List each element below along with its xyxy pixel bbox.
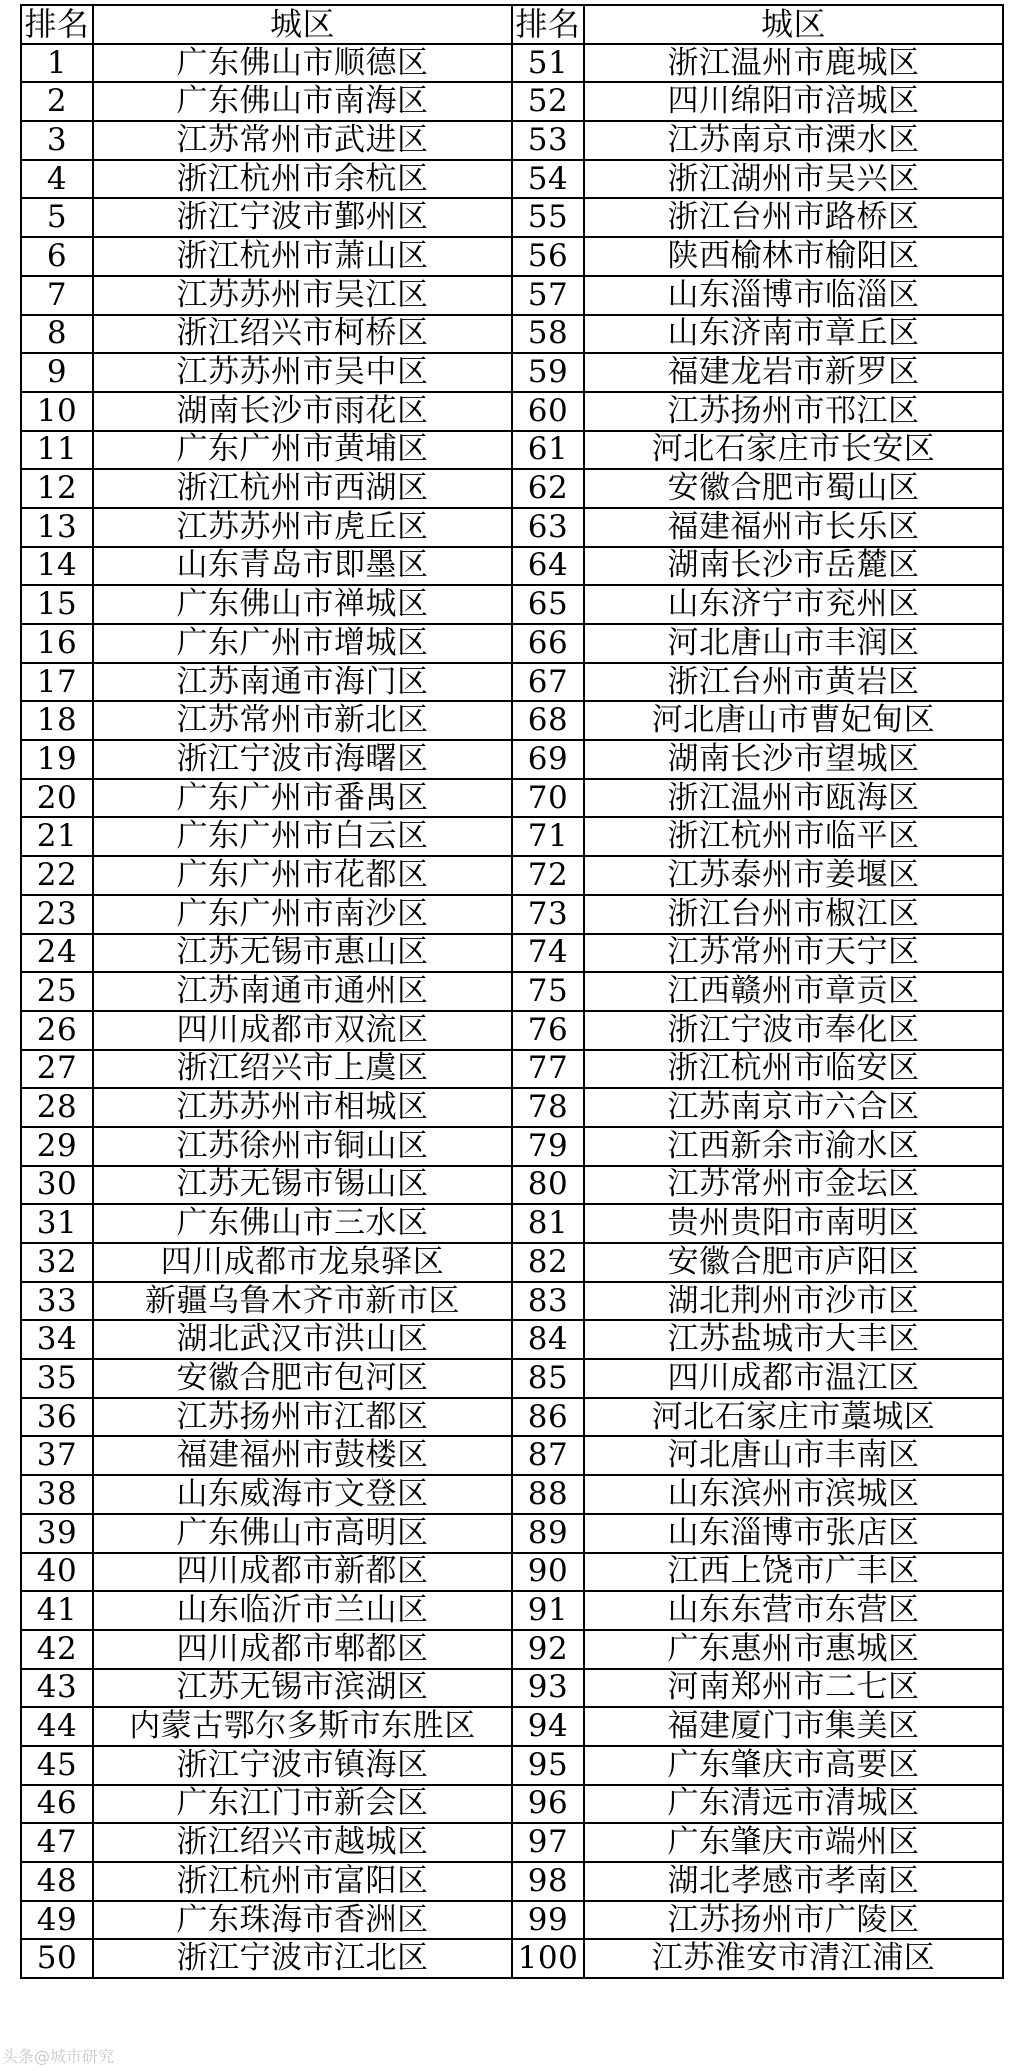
rank-right-cell: 79 [512,1127,584,1166]
district-right-cell: 浙江温州市瓯海区 [584,779,1003,818]
district-right-cell: 江苏南京市溧水区 [584,121,1003,160]
district-left-cell: 江苏南通市海门区 [93,663,512,702]
table-row [21,1823,1003,1862]
rank-right-cell: 95 [512,1746,584,1785]
rank-left-cell: 21 [21,817,93,856]
table-row [21,1282,1003,1321]
rank-right-cell: 76 [512,1011,584,1050]
district-right-cell: 浙江台州市椒江区 [584,895,1003,934]
district-right-cell: 浙江温州市鹿城区 [584,44,1003,83]
district-left-cell: 江苏无锡市锡山区 [93,1166,512,1205]
table-row [21,701,1003,740]
table-row [21,1127,1003,1166]
district-right-cell: 山东淄博市临淄区 [584,276,1003,315]
rank-right-cell: 87 [512,1436,584,1475]
district-left-cell: 湖北武汉市洪山区 [93,1320,512,1359]
district-left-cell: 广东广州市黄埔区 [93,431,512,470]
table-row [21,276,1003,315]
rank-right-cell: 85 [512,1359,584,1398]
rank-left-cell: 37 [21,1436,93,1475]
district-right-cell: 河南郑州市二七区 [584,1669,1003,1708]
district-left-cell: 广东佛山市南海区 [93,82,512,121]
district-right-cell: 江西上饶市广丰区 [584,1553,1003,1592]
rank-left-cell: 5 [21,198,93,237]
table-row [21,585,1003,624]
district-left-cell: 广东江门市新会区 [93,1785,512,1824]
rank-left-cell: 33 [21,1282,93,1321]
district-right-cell: 河北石家庄市长安区 [584,431,1003,470]
rank-left-cell: 38 [21,1475,93,1514]
rank-left-cell: 13 [21,508,93,547]
rank-right-cell: 55 [512,198,584,237]
district-left-cell: 浙江绍兴市越城区 [93,1823,512,1862]
district-left-cell: 山东威海市文登区 [93,1475,512,1514]
district-left-cell: 浙江杭州市富阳区 [93,1862,512,1901]
district-left-cell: 江苏扬州市江都区 [93,1398,512,1437]
rank-left-cell: 41 [21,1591,93,1630]
rank-left-cell: 3 [21,121,93,160]
table-row [21,663,1003,702]
district-left-cell: 广东佛山市高明区 [93,1514,512,1553]
rank-left-cell: 29 [21,1127,93,1166]
table-row [21,779,1003,818]
table-row [21,160,1003,199]
rank-left-cell: 49 [21,1901,93,1940]
rank-left-cell: 1 [21,44,93,83]
district-right-cell: 江苏常州市天宁区 [584,934,1003,973]
district-right-cell: 山东东营市东营区 [584,1591,1003,1630]
rank-left-cell: 9 [21,353,93,392]
rank-left-cell: 16 [21,624,93,663]
rank-right-cell: 52 [512,82,584,121]
rank-left-cell: 32 [21,1243,93,1282]
header-rank-right: 排名 [512,5,584,44]
district-left-cell: 江苏苏州市吴江区 [93,276,512,315]
district-right-cell: 四川绵阳市涪城区 [584,82,1003,121]
rank-left-cell: 50 [21,1939,93,1978]
district-right-cell: 广东惠州市惠城区 [584,1630,1003,1669]
district-right-cell: 山东济南市章丘区 [584,315,1003,354]
rank-right-cell: 77 [512,1050,584,1089]
district-left-cell: 浙江宁波市海曙区 [93,740,512,779]
rank-right-cell: 91 [512,1591,584,1630]
district-left-cell: 浙江绍兴市上虞区 [93,1050,512,1089]
rank-right-cell: 78 [512,1088,584,1127]
district-right-cell: 广东清远市清城区 [584,1785,1003,1824]
district-right-cell: 福建福州市长乐区 [584,508,1003,547]
rank-left-cell: 24 [21,934,93,973]
rank-right-cell: 73 [512,895,584,934]
rank-right-cell: 83 [512,1282,584,1321]
rank-right-cell: 80 [512,1166,584,1205]
district-right-cell: 湖南长沙市岳麓区 [584,547,1003,586]
district-left-cell: 江苏常州市武进区 [93,121,512,160]
rank-right-cell: 82 [512,1243,584,1282]
table-row [21,315,1003,354]
rank-left-cell: 14 [21,547,93,586]
rank-right-cell: 100 [512,1939,584,1978]
district-right-cell: 浙江宁波市奉化区 [584,1011,1003,1050]
district-right-cell: 山东淄博市张店区 [584,1514,1003,1553]
district-left-cell: 新疆乌鲁木齐市新市区 [93,1282,512,1321]
district-right-cell: 安徽合肥市庐阳区 [584,1243,1003,1282]
table-row [21,895,1003,934]
district-left-cell: 江苏常州市新北区 [93,701,512,740]
rank-left-cell: 7 [21,276,93,315]
district-left-cell: 广东佛山市禅城区 [93,585,512,624]
district-left-cell: 江苏无锡市滨湖区 [93,1669,512,1708]
table-row [21,624,1003,663]
district-left-cell: 浙江杭州市西湖区 [93,469,512,508]
watermark: 头条@城市研究 [2,2047,115,2066]
district-right-cell: 广东肇庆市高要区 [584,1746,1003,1785]
rank-right-cell: 58 [512,315,584,354]
rank-right-cell: 97 [512,1823,584,1862]
table-row [21,934,1003,973]
rank-left-cell: 10 [21,392,93,431]
table-row [21,1553,1003,1592]
table-row [21,431,1003,470]
district-left-cell: 四川成都市双流区 [93,1011,512,1050]
table-row [21,1939,1003,1978]
table-row [21,740,1003,779]
district-right-cell: 福建厦门市集美区 [584,1707,1003,1746]
district-left-cell: 浙江杭州市萧山区 [93,237,512,276]
rank-right-cell: 57 [512,276,584,315]
table-row [21,44,1003,83]
rank-left-cell: 17 [21,663,93,702]
rank-left-cell: 39 [21,1514,93,1553]
rank-right-cell: 53 [512,121,584,160]
rank-left-cell: 30 [21,1166,93,1205]
rank-left-cell: 6 [21,237,93,276]
district-right-cell: 江西赣州市章贡区 [584,972,1003,1011]
rank-right-cell: 56 [512,237,584,276]
table-row [21,1088,1003,1127]
district-right-cell: 河北唐山市丰润区 [584,624,1003,663]
rank-left-cell: 19 [21,740,93,779]
table-row [21,121,1003,160]
district-right-cell: 江苏扬州市邗江区 [584,392,1003,431]
district-right-cell: 贵州贵阳市南明区 [584,1204,1003,1243]
table-row [21,972,1003,1011]
table-row [21,1669,1003,1708]
district-right-cell: 广东肇庆市端州区 [584,1823,1003,1862]
header-district-right: 城区 [584,5,1003,44]
table-row [21,1785,1003,1824]
district-left-cell: 四川成都市郫都区 [93,1630,512,1669]
district-left-cell: 四川成都市龙泉驿区 [93,1243,512,1282]
district-left-cell: 广东广州市增城区 [93,624,512,663]
district-right-cell: 河北石家庄市藁城区 [584,1398,1003,1437]
rank-right-cell: 61 [512,431,584,470]
table-row [21,1436,1003,1475]
rank-right-cell: 89 [512,1514,584,1553]
rank-right-cell: 92 [512,1630,584,1669]
district-left-cell: 福建福州市鼓楼区 [93,1436,512,1475]
table-row [21,508,1003,547]
rank-left-cell: 40 [21,1553,93,1592]
rank-left-cell: 35 [21,1359,93,1398]
rank-right-cell: 88 [512,1475,584,1514]
district-left-cell: 四川成都市新都区 [93,1553,512,1592]
table-row [21,1050,1003,1089]
district-right-cell: 浙江杭州市临安区 [584,1050,1003,1089]
rank-right-cell: 72 [512,856,584,895]
rank-right-cell: 93 [512,1669,584,1708]
rank-left-cell: 36 [21,1398,93,1437]
district-left-cell: 山东临沂市兰山区 [93,1591,512,1630]
district-left-cell: 湖南长沙市雨花区 [93,392,512,431]
table-row [21,82,1003,121]
rank-left-cell: 46 [21,1785,93,1824]
table-row [21,469,1003,508]
rank-right-cell: 98 [512,1862,584,1901]
table-row [21,856,1003,895]
rank-left-cell: 27 [21,1050,93,1089]
rank-left-cell: 28 [21,1088,93,1127]
district-right-cell: 浙江台州市黄岩区 [584,663,1003,702]
district-right-cell: 江苏淮安市清江浦区 [584,1939,1003,1978]
rank-left-cell: 23 [21,895,93,934]
district-left-cell: 安徽合肥市包河区 [93,1359,512,1398]
rank-left-cell: 22 [21,856,93,895]
rank-right-cell: 51 [512,44,584,83]
table-row [21,1475,1003,1514]
district-right-cell: 湖北荆州市沙市区 [584,1282,1003,1321]
district-right-cell: 浙江湖州市吴兴区 [584,160,1003,199]
district-left-cell: 江苏南通市通州区 [93,972,512,1011]
table-row [21,547,1003,586]
table-row [21,817,1003,856]
rank-left-cell: 31 [21,1204,93,1243]
rank-left-cell: 20 [21,779,93,818]
district-left-cell: 浙江杭州市余杭区 [93,160,512,199]
rank-right-cell: 63 [512,508,584,547]
rank-right-cell: 81 [512,1204,584,1243]
district-right-cell: 四川成都市温江区 [584,1359,1003,1398]
district-left-cell: 江苏苏州市吴中区 [93,353,512,392]
rank-right-cell: 71 [512,817,584,856]
district-right-cell: 湖北孝感市孝南区 [584,1862,1003,1901]
table-row [21,198,1003,237]
district-right-cell: 湖南长沙市望城区 [584,740,1003,779]
district-left-cell: 广东广州市番禺区 [93,779,512,818]
rank-right-cell: 67 [512,663,584,702]
rank-left-cell: 47 [21,1823,93,1862]
rank-right-cell: 86 [512,1398,584,1437]
rank-left-cell: 15 [21,585,93,624]
district-right-cell: 安徽合肥市蜀山区 [584,469,1003,508]
table-row [21,1359,1003,1398]
district-right-cell: 山东济宁市兖州区 [584,585,1003,624]
table-row [21,1398,1003,1437]
rank-left-cell: 12 [21,469,93,508]
district-right-cell: 江苏南京市六合区 [584,1088,1003,1127]
rank-left-cell: 8 [21,315,93,354]
table-row [21,1746,1003,1785]
table-row [21,1514,1003,1553]
rank-right-cell: 99 [512,1901,584,1940]
header-district-left: 城区 [93,5,512,44]
rank-left-cell: 26 [21,1011,93,1050]
district-left-cell: 广东广州市白云区 [93,817,512,856]
district-left-cell: 江苏无锡市惠山区 [93,934,512,973]
rank-right-cell: 60 [512,392,584,431]
table-row [21,1707,1003,1746]
district-left-cell: 江苏徐州市铜山区 [93,1127,512,1166]
district-ranking-table [20,4,1004,1979]
table-row [21,1204,1003,1243]
rank-left-cell: 2 [21,82,93,121]
rank-left-cell: 4 [21,160,93,199]
district-left-cell: 浙江宁波市鄞州区 [93,198,512,237]
rank-right-cell: 68 [512,701,584,740]
table-row [21,353,1003,392]
rank-left-cell: 34 [21,1320,93,1359]
district-right-cell: 浙江杭州市临平区 [584,817,1003,856]
district-left-cell: 内蒙古鄂尔多斯市东胜区 [93,1707,512,1746]
district-left-cell: 浙江绍兴市柯桥区 [93,315,512,354]
table-row [21,237,1003,276]
district-right-cell: 江西新余市渝水区 [584,1127,1003,1166]
district-right-cell: 江苏盐城市大丰区 [584,1320,1003,1359]
rank-right-cell: 54 [512,160,584,199]
rank-left-cell: 43 [21,1669,93,1708]
table-row [21,1862,1003,1901]
rank-right-cell: 65 [512,585,584,624]
rank-right-cell: 75 [512,972,584,1011]
district-right-cell: 江苏常州市金坛区 [584,1166,1003,1205]
rank-right-cell: 66 [512,624,584,663]
district-left-cell: 广东广州市南沙区 [93,895,512,934]
district-right-cell: 河北唐山市丰南区 [584,1436,1003,1475]
district-right-cell: 陕西榆林市榆阳区 [584,237,1003,276]
rank-left-cell: 25 [21,972,93,1011]
district-left-cell: 江苏苏州市相城区 [93,1088,512,1127]
rank-left-cell: 44 [21,1707,93,1746]
rank-right-cell: 84 [512,1320,584,1359]
rank-left-cell: 45 [21,1746,93,1785]
table-row [21,392,1003,431]
rank-right-cell: 59 [512,353,584,392]
district-left-cell: 浙江宁波市镇海区 [93,1746,512,1785]
rank-right-cell: 62 [512,469,584,508]
rank-right-cell: 94 [512,1707,584,1746]
district-right-cell: 河北唐山市曹妃甸区 [584,701,1003,740]
table-row [21,1243,1003,1282]
district-right-cell: 江苏扬州市广陵区 [584,1901,1003,1940]
rank-right-cell: 90 [512,1553,584,1592]
rank-right-cell: 69 [512,740,584,779]
rank-right-cell: 74 [512,934,584,973]
district-left-cell: 浙江宁波市江北区 [93,1939,512,1978]
header-row [21,5,1003,44]
rank-right-cell: 64 [512,547,584,586]
district-left-cell: 山东青岛市即墨区 [93,547,512,586]
table-row [21,1630,1003,1669]
rank-right-cell: 70 [512,779,584,818]
rank-left-cell: 18 [21,701,93,740]
table-row [21,1011,1003,1050]
table-row [21,1166,1003,1205]
district-left-cell: 广东佛山市三水区 [93,1204,512,1243]
district-left-cell: 广东佛山市顺德区 [93,44,512,83]
district-right-cell: 山东滨州市滨城区 [584,1475,1003,1514]
table-row [21,1320,1003,1359]
table-row [21,1591,1003,1630]
district-left-cell: 江苏苏州市虎丘区 [93,508,512,547]
district-right-cell: 浙江台州市路桥区 [584,198,1003,237]
rank-right-cell: 96 [512,1785,584,1824]
rank-left-cell: 11 [21,431,93,470]
district-right-cell: 福建龙岩市新罗区 [584,353,1003,392]
district-left-cell: 广东珠海市香洲区 [93,1901,512,1940]
rank-left-cell: 42 [21,1630,93,1669]
district-right-cell: 江苏泰州市姜堰区 [584,856,1003,895]
ranking-table-container [20,4,1000,1979]
table-row [21,1901,1003,1940]
rank-left-cell: 48 [21,1862,93,1901]
district-left-cell: 广东广州市花都区 [93,856,512,895]
header-rank-left: 排名 [21,5,93,44]
